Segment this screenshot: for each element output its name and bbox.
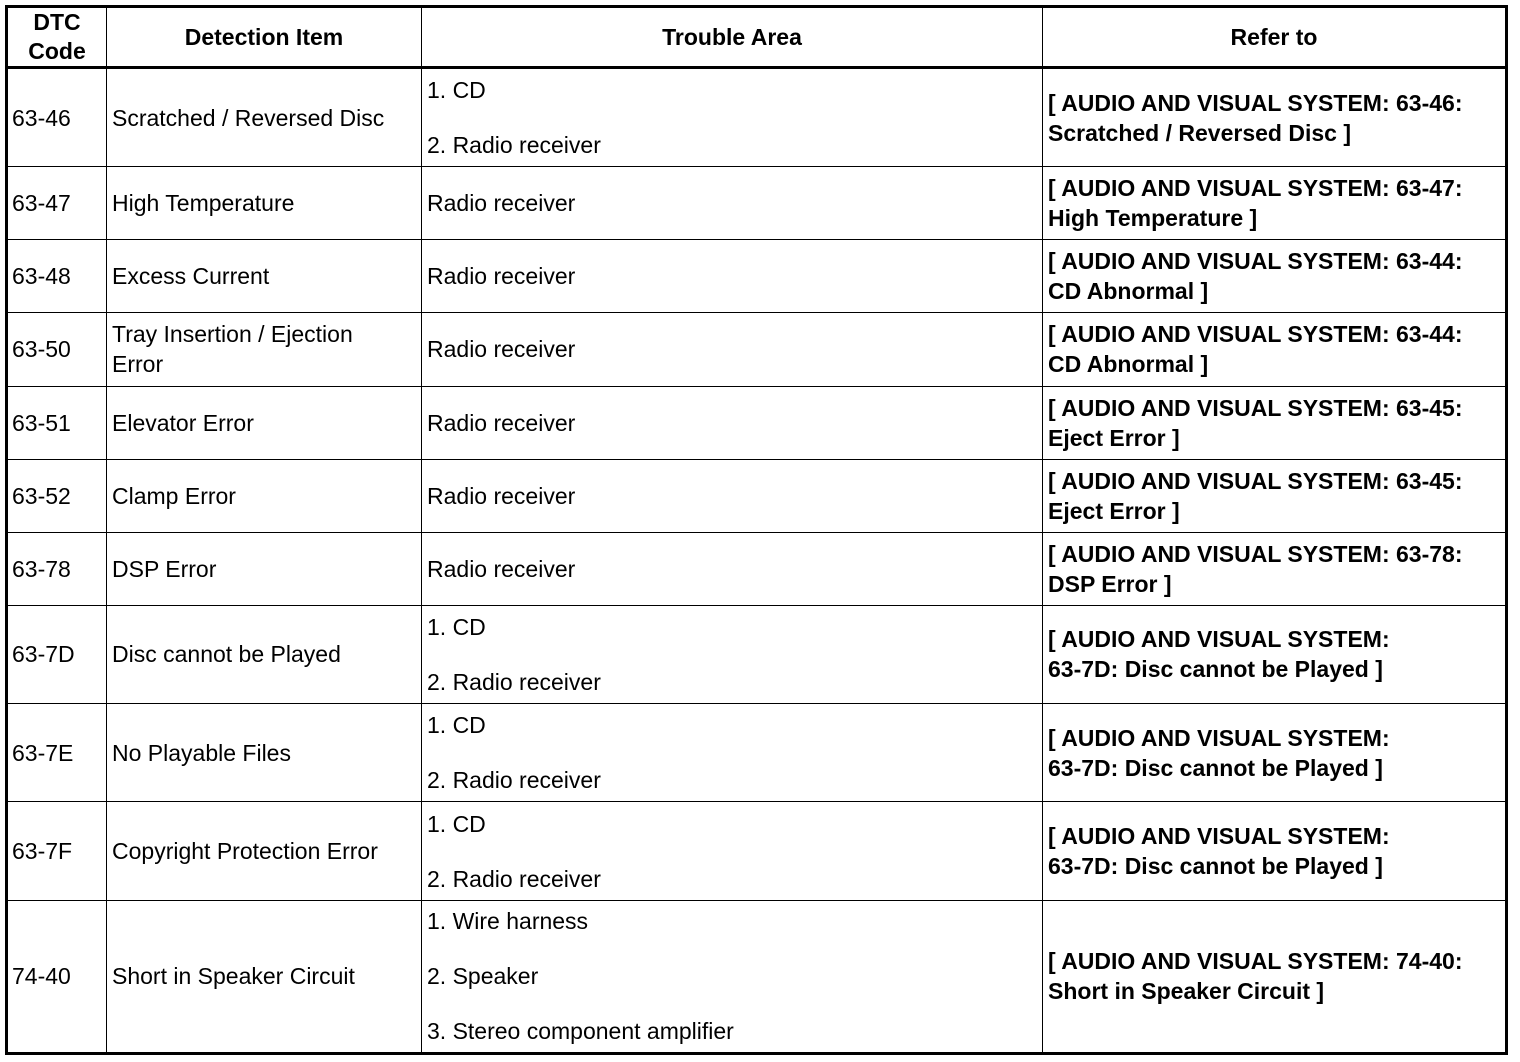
dtc-code-cell: 74-40: [7, 900, 107, 1053]
header-refer-to: Refer to: [1043, 7, 1507, 68]
refer-to-cell[interactable]: [1043, 605, 1507, 703]
table-row: [7, 459, 1507, 532]
dtc-code-cell: 63-51: [7, 386, 107, 459]
refer-to-link-line[interactable]: 63-7D: Disc cannot be Played ]: [1048, 853, 1383, 880]
detection-item-cell: DSP Error: [107, 532, 422, 605]
refer-to-link-line[interactable]: CD Abnormal ]: [1048, 278, 1209, 305]
refer-to-link-line[interactable]: [ AUDIO AND VISUAL SYSTEM: 63-45:: [1048, 467, 1463, 494]
refer-to-cell[interactable]: [1043, 900, 1507, 1053]
trouble-area-item: Radio receiver: [427, 263, 576, 290]
trouble-area-item: Radio receiver: [427, 190, 576, 217]
trouble-area-cell: [422, 532, 1043, 605]
detection-item-cell: Tray Insertion / Ejection Error: [107, 313, 422, 386]
dtc-code-cell: 63-48: [7, 240, 107, 313]
trouble-area-cell: [422, 605, 1043, 703]
refer-to-link-line[interactable]: [ AUDIO AND VISUAL SYSTEM: 74-40:: [1048, 948, 1463, 975]
dtc-code-cell: 63-7E: [7, 703, 107, 801]
trouble-area-item: 2. Radio receiver: [427, 865, 601, 892]
table-row: [7, 240, 1507, 313]
refer-to-link-line[interactable]: [ AUDIO AND VISUAL SYSTEM: 63-44:: [1048, 248, 1463, 275]
refer-to-link-line[interactable]: [ AUDIO AND VISUAL SYSTEM:: [1048, 724, 1390, 751]
dtc-code-cell: 63-7D: [7, 605, 107, 703]
trouble-area-cell: [422, 68, 1043, 167]
dtc-code-cell: 63-7F: [7, 802, 107, 900]
refer-to-cell[interactable]: [1043, 240, 1507, 313]
refer-to-link-line[interactable]: [ AUDIO AND VISUAL SYSTEM: 63-45:: [1048, 394, 1463, 421]
table-row: [7, 68, 1507, 167]
table-row: [7, 386, 1507, 459]
trouble-area-cell: [422, 459, 1043, 532]
trouble-area-item: Radio receiver: [427, 336, 576, 363]
refer-to-link-line[interactable]: Eject Error ]: [1048, 497, 1180, 524]
refer-to-link-line[interactable]: [ AUDIO AND VISUAL SYSTEM: 63-78:: [1048, 540, 1463, 567]
header-trouble-area: Trouble Area: [422, 7, 1043, 68]
refer-to-cell[interactable]: [1043, 167, 1507, 240]
trouble-area-cell: [422, 313, 1043, 386]
trouble-area-item: 2. Radio receiver: [427, 767, 601, 794]
refer-to-link-line[interactable]: 63-7D: Disc cannot be Played ]: [1048, 754, 1383, 781]
refer-to-link-line[interactable]: [ AUDIO AND VISUAL SYSTEM: 63-44:: [1048, 321, 1463, 348]
dtc-code-cell: 63-52: [7, 459, 107, 532]
refer-to-cell[interactable]: [1043, 459, 1507, 532]
trouble-area-item: 1. CD: [427, 77, 486, 104]
table-row: [7, 313, 1507, 386]
dtc-table: [5, 5, 1508, 1055]
trouble-area-item: Radio receiver: [427, 482, 576, 509]
trouble-area-item: 2. Radio receiver: [427, 132, 601, 159]
detection-item-cell: No Playable Files: [107, 703, 422, 801]
table-row: [7, 802, 1507, 900]
refer-to-link-line[interactable]: Scratched / Reversed Disc ]: [1048, 119, 1351, 146]
refer-to-link-line[interactable]: CD Abnormal ]: [1048, 351, 1209, 378]
refer-to-link-line[interactable]: Eject Error ]: [1048, 424, 1180, 451]
trouble-area-cell: [422, 167, 1043, 240]
refer-to-link-line[interactable]: High Temperature ]: [1048, 205, 1258, 232]
trouble-area-item: Radio receiver: [427, 555, 576, 582]
refer-to-cell[interactable]: [1043, 386, 1507, 459]
refer-to-cell[interactable]: [1043, 532, 1507, 605]
refer-to-link-line[interactable]: DSP Error ]: [1048, 570, 1172, 597]
detection-item-cell: Short in Speaker Circuit: [107, 900, 422, 1053]
dtc-code-cell: 63-78: [7, 532, 107, 605]
refer-to-cell[interactable]: [1043, 703, 1507, 801]
refer-to-link-line[interactable]: [ AUDIO AND VISUAL SYSTEM: 63-46:: [1048, 89, 1463, 116]
refer-to-cell[interactable]: [1043, 68, 1507, 167]
detection-item-cell: High Temperature: [107, 167, 422, 240]
refer-to-link-line[interactable]: 63-7D: Disc cannot be Played ]: [1048, 656, 1383, 683]
table-row: [7, 167, 1507, 240]
dtc-code-cell: 63-47: [7, 167, 107, 240]
trouble-area-item: 2. Speaker: [427, 963, 539, 990]
trouble-area-cell: [422, 240, 1043, 313]
trouble-area-item: 2. Radio receiver: [427, 668, 601, 695]
trouble-area-item: 1. CD: [427, 613, 486, 640]
detection-item-cell: Clamp Error: [107, 459, 422, 532]
trouble-area-item: 1. Wire harness: [427, 908, 589, 935]
trouble-area-cell: [422, 703, 1043, 801]
trouble-area-item: 1. CD: [427, 810, 486, 837]
detection-item-cell: Disc cannot be Played: [107, 605, 422, 703]
trouble-area-cell: [422, 900, 1043, 1053]
trouble-area-item: 1. CD: [427, 712, 486, 739]
trouble-area-cell: [422, 802, 1043, 900]
trouble-area-item: 3. Stereo component amplifier: [427, 1018, 734, 1045]
refer-to-link-line[interactable]: Short in Speaker Circuit ]: [1048, 978, 1325, 1005]
refer-to-link-line[interactable]: [ AUDIO AND VISUAL SYSTEM: 63-47:: [1048, 175, 1463, 202]
table-row: [7, 900, 1507, 1053]
header-detection-item: Detection Item: [107, 7, 422, 68]
detection-item-cell: Excess Current: [107, 240, 422, 313]
refer-to-cell[interactable]: [1043, 802, 1507, 900]
dtc-code-cell: 63-50: [7, 313, 107, 386]
header-row: [7, 7, 1507, 68]
dtc-code-cell: 63-46: [7, 68, 107, 167]
table-row: [7, 703, 1507, 801]
trouble-area-item: Radio receiver: [427, 409, 576, 436]
refer-to-link-line[interactable]: [ AUDIO AND VISUAL SYSTEM:: [1048, 823, 1390, 850]
refer-to-link-line[interactable]: [ AUDIO AND VISUAL SYSTEM:: [1048, 626, 1390, 653]
detection-item-cell: Copyright Protection Error: [107, 802, 422, 900]
detection-item-cell: Scratched / Reversed Disc: [107, 68, 422, 167]
table-row: [7, 532, 1507, 605]
refer-to-cell[interactable]: [1043, 313, 1507, 386]
trouble-area-cell: [422, 386, 1043, 459]
table-row: [7, 605, 1507, 703]
header-dtc-code: DTC Code: [7, 7, 107, 68]
detection-item-cell: Elevator Error: [107, 386, 422, 459]
